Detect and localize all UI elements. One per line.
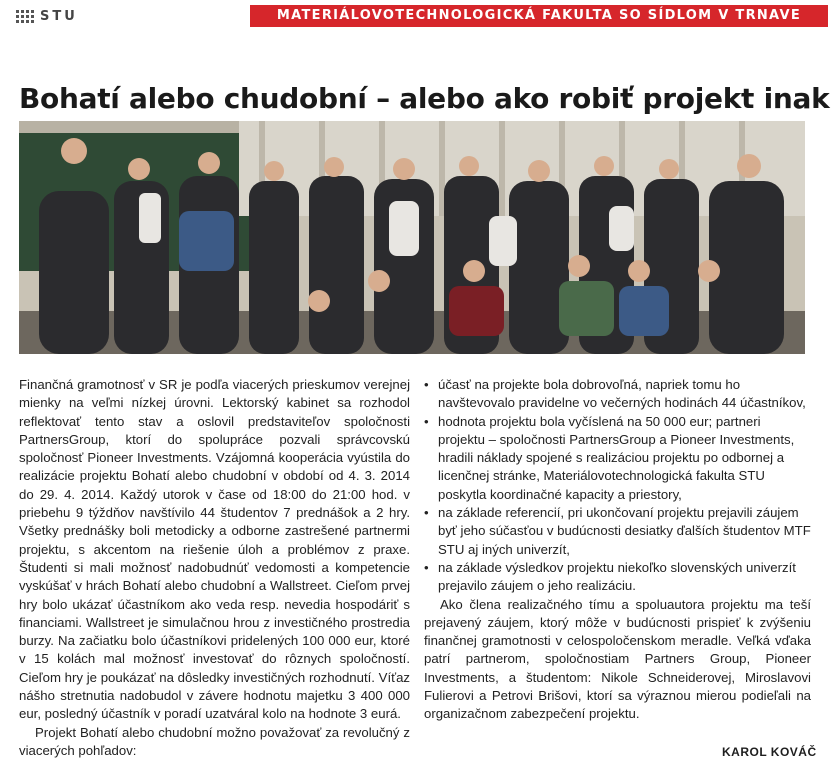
- article-right-column: [424, 376, 811, 724]
- bullet-item: • účasť na projekte bola dobrovoľná, napriek tomu ho navštevovalo pravidelne vo večerných hodinách 44 účastníkov,: [424, 376, 811, 413]
- bullet-item: • na základe referencií, pri ukončovaní projektu prejavili záujem byť jeho súčasťou v budúcnosti desiatky ďalších študentov MTF STU aj iných univerzít,: [424, 504, 811, 559]
- article-title: Bohatí alebo chudobní – alebo ako robiť projekt inak: [19, 81, 830, 115]
- article-paragraph: Finančná gramotnosť v SR je podľa viacerých prieskumov verejnej mienky na veľmi nízkej úrovni. Lektorský kabinet sa rozhodol reflektovať tento stav a oslovil predstaviteľov spoločnosti PartnersGroup, ktorí do spolupráce pozvali správcovskú spoločnosť Pioneer Investments. Vzájomná kooperácia vyústila do realizácie projektu Bohatí alebo chudobní v období od 4. 3. 2014 do 29. 4. 2014. Každý utorok v čase od 18:00 do 21:00 hod. v priebehu 9 týždňov navštívilo 44 študentov 7 prednášok a 2 hry. Všetky prednášky boli metodicky a odborne zastrešené partnermi projektu, s akcentom na riešenie úloh a problémov z praxe. Študenti si mali možnosť nadobudnúť vedomosti a kompetencie vyskúšať v hrách Bohatí alebo chudobní a Wallstreet. Cieľom prvej hry bolo ukázať účastníkom ako veda resp. nevedia hospodáriť s financiami. Wallstreet je simulačnou hrou z investičného prostredia burzy. Na začiatku bolo účastníkovi pridelených 100 000 eur, ktoré v 15 kolách mal možnosť investovať do rôznych spoločností. Cieľom hry je poukázať na dôsledky investičných rozhodnutí. Víťaz nášho stretnutia nadobudol v závere hodnotu majetku 3 400 000 eur, posledný účastník v poradí uzatváral kolo na hodnote 3 eurá.: [19, 377, 410, 722]
- article-left-column: [19, 376, 410, 760]
- article-paragraph: Ako člena realizačného tímu a spoluautora projektu ma teší prejavený záujem, ktorý môže v budúcnosti prispieť k zvýšeniu finančnej gramotnosti v celospoločenskom meradle. Veľká vďaka patrí partnerom, spoločnostiam Partners Group, Pioneer Investments, a študentom: Nikole Schneiderovej, Miroslavovi Fulierovi a Petrovi Brišovi, ktorí sa výraznou mierou podieľali na organizačnom zabezpečení projektu.: [424, 596, 811, 722]
- bullet-item: • hodnota projektu bola vyčíslená na 50 000 eur; partneri projektu – spoločnosti PartnersGroup a Pioneer Investments, hradili náklady spojené s realizáciou projektu po odbornej a licenčnej stránke, Materiálovotechnologická fakulta STU poskytla koordinačné kapacity a priestory,: [424, 413, 811, 504]
- bullet-list: [424, 376, 811, 596]
- group-photo-illustration: [19, 121, 805, 354]
- bullet-item: • na základe výsledkov projektu niekoľko slovenských univerzít prejavilo záujem o jeho realizáciu.: [424, 559, 811, 596]
- page-header: [0, 0, 837, 34]
- logo-text: STU: [40, 9, 78, 24]
- logo-dots-icon: [16, 10, 34, 23]
- article-paragraph: Projekt Bohatí alebo chudobní možno považovať za revolučný z viacerých pohľadov:: [19, 724, 410, 758]
- faculty-banner: MATERIÁLOVOTECHNOLOGICKÁ FAKULTA SO SÍDLOM V TRNAVE: [250, 5, 828, 27]
- article-author: KAROL KOVÁČ: [722, 745, 817, 759]
- group-photo: [19, 121, 805, 354]
- stu-logo: [16, 9, 78, 24]
